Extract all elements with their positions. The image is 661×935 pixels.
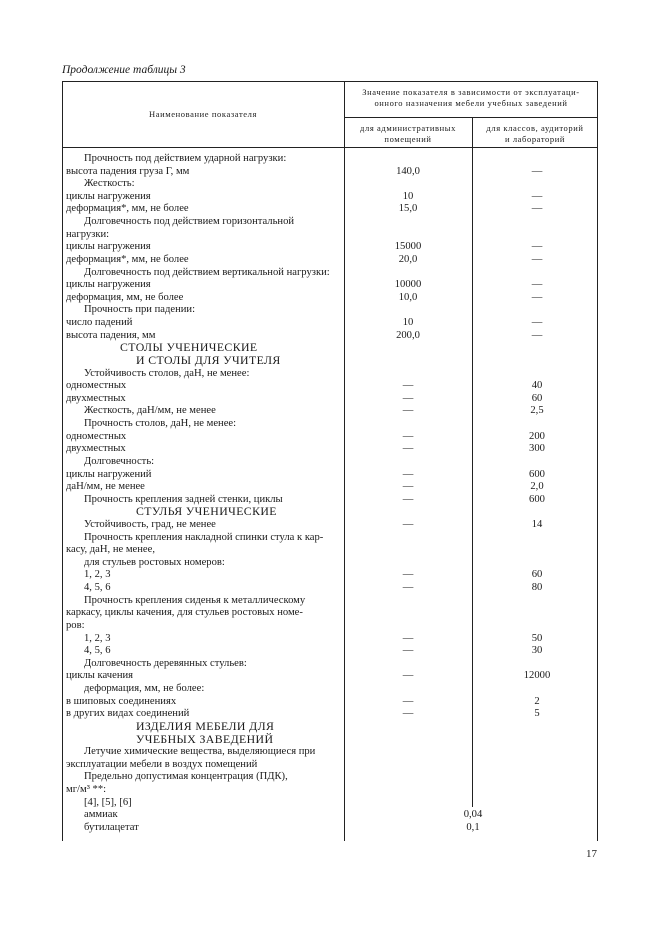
- value-classes: 600: [529, 493, 545, 505]
- value-classes: 2,5: [530, 405, 544, 417]
- value-admin: —: [402, 430, 414, 442]
- page-number: 17: [586, 848, 597, 860]
- value-classes: 30: [531, 645, 543, 657]
- value-classes: 60: [531, 392, 543, 404]
- row-name: СТОЛЫ УЧЕНИЧЕСКИЕ: [120, 340, 258, 355]
- value-admin: —: [402, 518, 414, 530]
- table-caption: Продолжение таблицы 3: [62, 64, 186, 76]
- table-row: [62, 632, 598, 645]
- value-classes: —: [531, 279, 543, 291]
- row-name: циклы качения: [66, 670, 134, 682]
- value-admin: —: [402, 569, 414, 581]
- row-name: высота падения груза Г, мм: [66, 165, 190, 177]
- row-name: [4], [5], [6]: [84, 796, 132, 808]
- value-admin: —: [402, 632, 414, 644]
- row-name: циклы нагружений: [66, 468, 152, 480]
- row-name: И СТОЛЫ ДЛЯ УЧИТЕЛЯ: [136, 352, 281, 367]
- value-admin: —: [402, 405, 414, 417]
- row-name: деформация, мм, не более: [66, 291, 184, 303]
- row-name: циклы нагружения: [66, 279, 151, 291]
- header-bottom-border: [62, 147, 598, 148]
- table-row: [62, 619, 598, 632]
- header-col-admin-line2: помещений: [384, 134, 432, 144]
- row-name: Прочность крепления накладной спинки стула к кар-: [84, 531, 324, 543]
- table-row: [62, 379, 598, 392]
- table-row: [62, 745, 598, 758]
- table-row: [62, 177, 598, 190]
- table-row: [62, 556, 598, 569]
- table-row: [62, 531, 598, 544]
- table-row: [62, 354, 598, 367]
- value-admin: —: [402, 645, 414, 657]
- table-row: [62, 644, 598, 657]
- row-name: Жесткость:: [84, 178, 135, 190]
- value-admin: —: [402, 468, 414, 480]
- value-common: 0,04: [463, 809, 483, 821]
- value-classes: —: [531, 317, 543, 329]
- row-name: ИЗДЕЛИЯ МЕБЕЛИ ДЛЯ: [136, 718, 275, 733]
- row-name: Прочность крепления задней стенки, циклы: [84, 493, 283, 505]
- row-name: число падений: [66, 317, 133, 329]
- value-admin: —: [402, 481, 414, 493]
- table-row: [62, 240, 598, 253]
- row-name: циклы нагружения: [66, 241, 151, 253]
- value-admin: 10: [402, 190, 414, 202]
- row-name: деформация, мм, не более:: [84, 683, 205, 695]
- row-name: деформация*, мм, не более: [66, 203, 189, 215]
- row-name: Прочность столов, даН, не менее:: [84, 418, 237, 430]
- value-classes: —: [531, 329, 543, 341]
- row-name: Прочность под действием ударной нагрузки:: [84, 153, 287, 164]
- table-row: [62, 228, 598, 241]
- table-row: [62, 392, 598, 405]
- table-row: [62, 404, 598, 417]
- header-group: [344, 87, 598, 109]
- specifications-table: [62, 81, 598, 841]
- table-row: [62, 417, 598, 430]
- row-name: мг/м³ **:: [66, 784, 107, 795]
- table-row: [62, 480, 598, 493]
- row-name: бутилацетат: [84, 821, 139, 833]
- value-admin: 15000: [394, 241, 422, 253]
- value-admin: —: [402, 708, 414, 720]
- row-name: эксплуатации мебели в воздух помещений: [66, 758, 258, 770]
- table-row: [62, 758, 598, 771]
- value-admin: 140,0: [396, 165, 420, 177]
- value-admin: —: [402, 695, 414, 707]
- table-row: [62, 430, 598, 443]
- row-name: для стульев ростовых номеров:: [84, 556, 225, 568]
- value-classes: 2,0: [530, 481, 544, 493]
- value-classes: —: [531, 241, 543, 253]
- table-row: [62, 821, 598, 834]
- row-name: в других видах соединений: [66, 708, 190, 720]
- row-name: Устойчивость столов, даН, не менее:: [84, 367, 250, 379]
- value-classes: 40: [531, 380, 543, 392]
- value-classes: 5: [534, 708, 540, 720]
- table-row: [62, 669, 598, 682]
- row-name: Устойчивость, град, не менее: [84, 518, 216, 530]
- value-admin: —: [402, 582, 414, 594]
- value-admin: —: [402, 443, 414, 455]
- value-admin: 10000: [394, 279, 422, 291]
- row-name: деформация*, мм, не более: [66, 253, 189, 265]
- row-name: даН/мм, не менее: [66, 481, 145, 493]
- header-group-line1: Значение показателя в зависимости от эксплуатаци-: [362, 87, 580, 97]
- header-col-admin-line1: для административных: [360, 123, 456, 133]
- value-classes: 80: [531, 582, 543, 594]
- table-row: [62, 505, 598, 518]
- table-row: [62, 783, 598, 796]
- row-name: касу, даН, не менее,: [66, 544, 155, 556]
- value-admin: 20,0: [398, 253, 418, 265]
- row-name: Прочность при падении:: [84, 304, 196, 316]
- table-row: [62, 720, 598, 733]
- header-col-classes: [472, 123, 598, 145]
- row-name: Летучие химические вещества, выделяющиеся при: [84, 746, 316, 758]
- table-row: [62, 442, 598, 455]
- row-name: Прочность крепления сиденья к металлическому: [84, 594, 306, 606]
- value-classes: 200: [529, 430, 545, 442]
- header-col-admin: [344, 123, 472, 145]
- row-name: в шиповых соединениях: [66, 695, 177, 707]
- header-col-classes-line1: для классов, аудиторий: [486, 123, 584, 133]
- table-row: [62, 316, 598, 329]
- value-classes: 60: [531, 569, 543, 581]
- table-row: [62, 253, 598, 266]
- value-classes: 300: [529, 443, 545, 455]
- row-name: каркасу, циклы качения, для стульев ростовых номе-: [66, 607, 303, 619]
- row-name: Долговечность деревянных стульев:: [84, 657, 247, 669]
- value-classes: 12000: [523, 670, 551, 682]
- table-row: [62, 215, 598, 228]
- table-row: [62, 796, 598, 809]
- row-name: двухместных: [66, 392, 126, 404]
- row-name: 1, 2, 3: [84, 569, 111, 581]
- table-row: [62, 190, 598, 203]
- table-row: [62, 682, 598, 695]
- row-name: двухместных: [66, 443, 126, 455]
- row-name: Жесткость, даН/мм, не менее: [84, 405, 216, 417]
- value-admin: 200,0: [396, 329, 420, 341]
- table-row: [62, 291, 598, 304]
- value-classes: 14: [531, 518, 543, 530]
- row-name: Предельно допустимая концентрация (ПДК),: [84, 771, 288, 783]
- table-row: [62, 518, 598, 531]
- value-classes: 2: [534, 695, 540, 707]
- value-admin: —: [402, 380, 414, 392]
- row-name: одноместных: [66, 430, 127, 442]
- table-row: [62, 152, 598, 165]
- table-row: [62, 733, 598, 746]
- table-row: [62, 695, 598, 708]
- row-name: УЧЕБНЫХ ЗАВЕДЕНИЙ: [136, 731, 274, 746]
- table-row: [62, 808, 598, 821]
- header-mid-border: [344, 117, 598, 118]
- table-row: [62, 543, 598, 556]
- table-row: [62, 278, 598, 291]
- value-classes: —: [531, 253, 543, 265]
- row-name: Долговечность:: [84, 455, 155, 467]
- row-name: 4, 5, 6: [84, 645, 111, 657]
- row-name: 4, 5, 6: [84, 582, 111, 594]
- value-classes: —: [531, 190, 543, 202]
- value-admin: 10,0: [398, 291, 418, 303]
- table-top-border: [62, 81, 598, 82]
- row-name: СТУЛЬЯ УЧЕНИЧЕСКИЕ: [136, 504, 277, 519]
- row-name: ров:: [66, 619, 85, 631]
- value-classes: —: [531, 165, 543, 177]
- table-row: [62, 568, 598, 581]
- row-name: нагрузки:: [66, 228, 110, 240]
- row-name: аммиак: [84, 809, 118, 821]
- value-admin: —: [402, 392, 414, 404]
- table-row: [62, 606, 598, 619]
- row-name: одноместных: [66, 380, 127, 392]
- table-row: [62, 266, 598, 279]
- value-classes: 50: [531, 632, 543, 644]
- value-classes: —: [531, 203, 543, 215]
- table-row: [62, 468, 598, 481]
- table-row: [62, 581, 598, 594]
- value-admin: —: [402, 493, 414, 505]
- table-row: [62, 165, 598, 178]
- value-common: 0,1: [466, 821, 480, 833]
- table-row: [62, 770, 598, 783]
- row-name: Долговечность под действием горизонтальной: [84, 216, 295, 228]
- table-row: [62, 367, 598, 380]
- value-classes: —: [531, 291, 543, 303]
- header-col-classes-line2: и лабораторий: [504, 134, 566, 144]
- value-admin: —: [402, 670, 414, 682]
- table-row: [62, 594, 598, 607]
- table-row: [62, 657, 598, 670]
- value-classes: 600: [529, 468, 545, 480]
- table-row: [62, 455, 598, 468]
- row-name: высота падения, мм: [66, 329, 156, 341]
- header-name-col: Наименование показателя: [148, 109, 257, 119]
- row-name: 1, 2, 3: [84, 632, 111, 644]
- value-admin: 15,0: [398, 203, 418, 215]
- table-row: [62, 202, 598, 215]
- row-name: циклы нагружения: [66, 190, 151, 202]
- row-name: Долговечность под действием вертикальной нагрузки:: [84, 266, 330, 278]
- header-group-line2: онного назначения мебели учебных заведений: [374, 98, 568, 108]
- value-admin: 10: [402, 317, 414, 329]
- table-row: [62, 303, 598, 316]
